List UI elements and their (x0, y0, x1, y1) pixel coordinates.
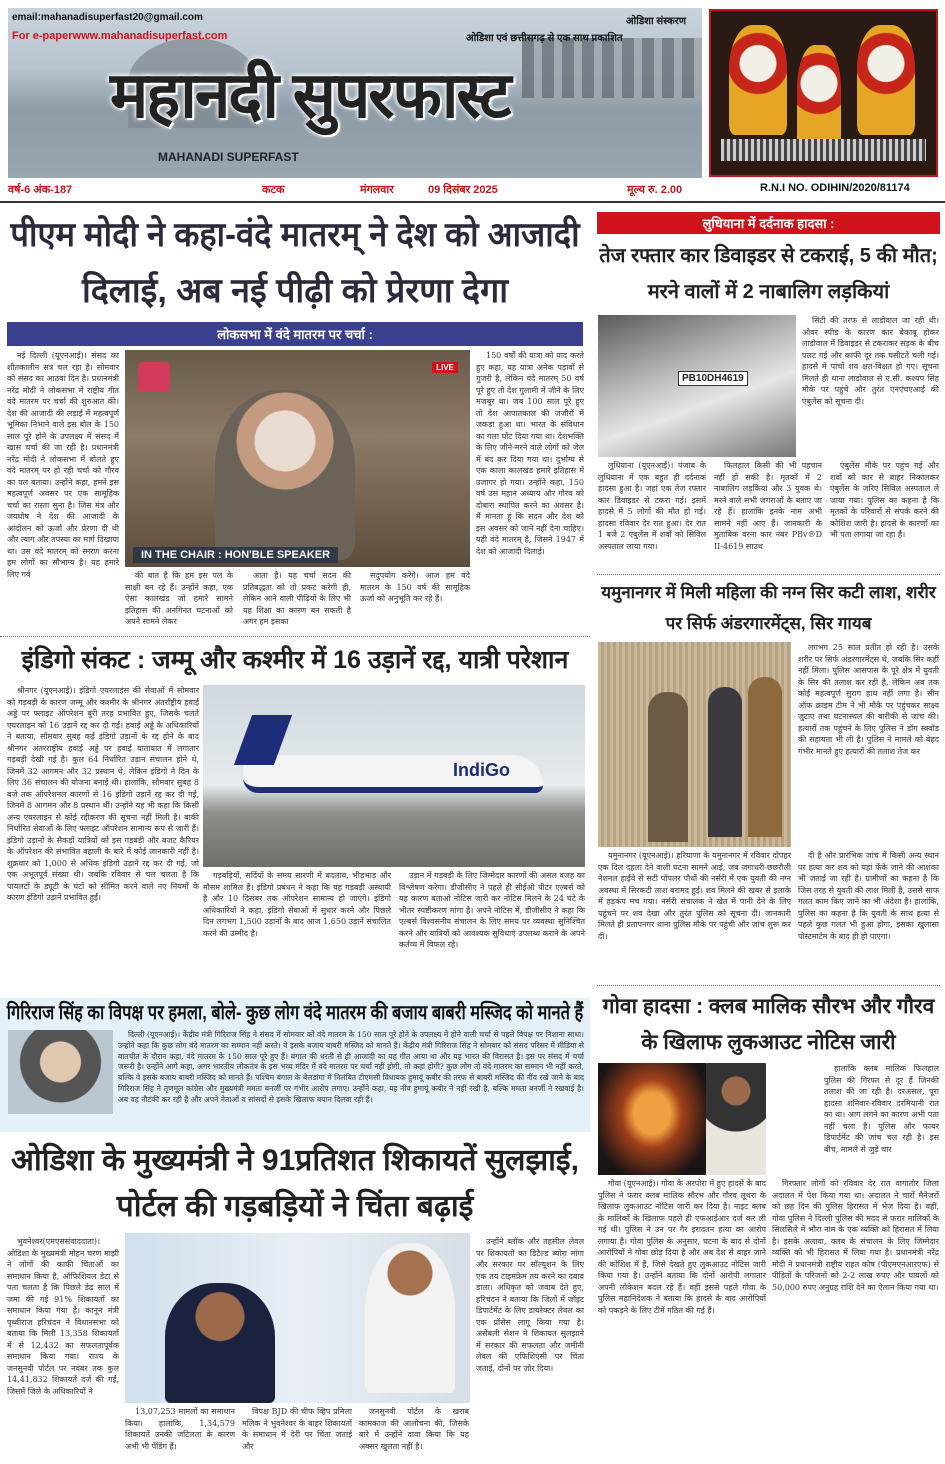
city: कटक (262, 184, 285, 196)
date: 09 दिसंबर 2025 (428, 184, 498, 196)
indigo-logo: IndiGo (453, 760, 510, 780)
crime-scene-photo (598, 642, 791, 847)
indigo-plane-photo (203, 685, 585, 867)
info-bar (0, 182, 945, 200)
divider (0, 636, 590, 637)
lead-col-5: 150 वर्षों की यात्रा को याद करते हुए कहा, यह यात्रा अनेक पड़ावों से गुजरी है, लेकिन वंदे मातरम् 50 वर्ष पूरे हुए तो देश गुलामी में जीने के लिए मजबूर था। जब 100 साल पूरे हुए तो देश आपातकाल की जंजीरों में जकड़ा हुआ था। भारत के संविधान का गला घोंट दिया गया था। देशभक्ति के लिए जीने-मरने वाले लोगों को जेल में बंद कर दिया गया था। दुर्भाग्य से एक काला कालखंड हमारे इतिहास में उजागर हो गया। उन्होंने कहा, 150 वर्ष उस महान अध्याय और गौरव को दोबारा स्थापित करने का अवसर है। मैं मानता हूं कि सदन और देश को इस अवसर को जाने नहीं देना चाहिए। यही वंदे मातरम् है, जिसने 1947 में देश को आजादी दिलाई। (476, 351, 584, 556)
lead-subhead: लोकसभा में वंदे मातरम पर चर्चा : (7, 322, 583, 346)
divider (597, 985, 940, 986)
giriraj-body: दिल्ली (यूएनआई)। केंद्रीय मंत्री गिरिराज सिंह ने संसद में सोमवार को वंदे मातरम के 150 साल पूरे होने के उपलक्ष्य में होने वाली चर्चा से पहले विपक्ष पर निशाना साधा। उन्होंने कहा कि कुछ लोग वंदे मातरम का सम्मान नहीं करते। वे इसके बजाय बाबरी मस्जिद को मानते हैं। केंद्रीय मंत्री गिरिराज सिंह ने सोमवार को संसद परिसर में मीडिया से बातचीत के दौरान कहा, वंदे मातरम के 150 साल पूरे हुए हैं। बंगाल की धरती से ही आजादी का यह गीत आया था और यह भारत की विरासत है। इस पर संसद में चर्चा जरूरी है। उन्होंने आगे कहा, अगर भारतीय लोकतंत्र के इस भव्य मंदिर में वंदे मातरम पर चर्चा नहीं होगी, तो कहां होगी? कुछ लोग तो वंदे मातरम का सम्मान भी नहीं करते, बल्कि वे इसके बजाय बाबरी मस्जिद को मानते हैं। पश्चिम बंगाल के बेलडांगा में निलंबित टीएमसी विधायक हुमायूं कबीर की तरफ से बाबरी मस्जिद की नींव रखे जाने के बाद गिरिराज सिंह ने तृणमूल कांग्रेस और मुख्यमंत्री ममता बनर्जी पर गंभीर आरोप लगाए। उन्होंने कहा, यह नींव हुमायूं कबीर ने नहीं रखी है, बल्कि ममता बनर्जी ने रखवाई है। अब वह नौटंकी कर रही है और अपने नेताओं व सांसदों से इसके खिलाफ बयान दिलवा रही हैं। (118, 1030, 584, 1104)
ludhiana-col-3: एंबुलेंस मौके पर पहुंच गई और शवों को कार से बाहर निकालकर एंबुलेंस के जरिए सिविल अस्पताल ले जाया गया। पुलिस का कहना है कि मृतकों के परिवारों से संपर्क करने की कोशिश जारी है। हादसे के कारणों का भी पता लगाया जा रहा है। (830, 461, 939, 539)
masthead-title: महानदी सुपरफास्ट (110, 59, 510, 131)
modi-photo (125, 350, 470, 567)
odisha-cm-photo (125, 1233, 470, 1403)
jagannath-image (709, 9, 938, 177)
live-badge: LIVE (432, 362, 458, 373)
odisha-headline-2: पोर्टल की गड़बड़ियों ने चिंता बढ़ाई (116, 1190, 474, 1223)
goa-col-2: गिरफ्तार लोगों को रविवार देर रात वागातोर जिला अदालत में पेश किया गया था। अदालत ने चारों मैनेजरों को छह दिन की पुलिस हिरासत में भेज दिया है। वहीं, गोवा पुलिस ने दिल्ली पुलिस की मदद से फरार मालिकों के सिलसिले में भौरा नाम के एक व्यक्ति को हिरासत में लिया है। इसके अलावा, क्लब के संचालन के लिए जिम्मेदार व्यक्ति को भी हिरासत में लिया गया है। प्रधानमंत्री नरेंद्र मोदी ने प्रधानमंत्री राष्ट्रीय राहत कोष (पीएमएनआरएफ) से पीड़ितों के परिजनों को 2-2 लाख रुपए और घायलों को 50,000 रुपए अनुग्रह राशि देने का ऐलान किया गया था। (772, 1179, 939, 1292)
ludhiana-kicker: लुधियाना में दर्दनाक हादसा : (597, 212, 940, 234)
published-note: ओडिशा एवं छत्तीसगढ़ से एक साथ प्रकाशित (466, 33, 623, 44)
indigo-col-2: गड़बड़ियों, सर्दियों के समय सारणी में बदलाव, भीड़भाड़ और मौसम शामिल हैं। इंडिगो प्रबंधन ने कहा कि यह गड़बड़ी अस्थायी है और 10 दिसंबर तक ऑपरेशन सामान्य हो जाएंगे। इंडिगो अधिकारियों ने कहा, इंडिगो सेवाओं में सुधार करने और पिछले दिन लगभग 1,500 उड़ानों के बाद आज 1,650 उड़ानें संचालित करने की उम्मीद है। (203, 871, 391, 938)
issue-number: वर्ष-6 अंक-187 (8, 184, 73, 196)
day: मंगलवार (360, 184, 394, 196)
indigo-col-1: श्रीनगर (यूएनआई)। इंडिगो एयरलाइंस की सेवाओं में सोमवार को गड़बड़ी के कारण जम्मू और कश्मीर के श्रीनगर अंतर्राष्ट्रीय हवाई अड्डे पर फ्लाइट ऑपरेशन बुरी तरह प्रभावित हुए, जिसके चलते एयरलाइन को 16 उड़ानें रद्द कर दी गईं। हवाई अड्डे के अधिकारियों ने बताया, सोमवार सुबह कई इंडिगो उड़ानों के रद्द होने के बाद श्रीनगर अंतरराष्ट्रीय हवाई अड्डे पर हवाई यातायात में लगातार गड़बड़ी देखी गई है। कुल 64 निर्धारित उड़ान संचालन होने थे, जिनमें 32 आगमन और 32 प्रस्थान थे, लेकिन इंडिगो ने दिन के लिए 36 संचालन की योजना बनाई थी। हालांकि, सोमवार सुबह 8 बजे तक ऑपरेशनल कारणों से 16 इंडिगो उड़ानें रद्द कर दी गईं, जिनमें 8 आगमन और 8 प्रस्थान थीं। उन्होंने यह भी कहा कि किसी अन्य एयरलाइन से कोई रद्दीकरण की सूचना नहीं मिली है। बाकी निर्धारित सेवाओं के लिए फ्लाइट ऑपरेशन सामान्य रूप से जारी हैं। इंडिगो उड़ानों के सैकड़ों यात्रियों को इस गड़बड़ी और बजट कैरियर के ऑपरेशन की संभावित बहाली के बारे में कोई जानकारी नहीं है। शुक्रवार को 1,000 से अधिक इंडिगो उड़ानें रद्द कर दी गईं, जो एक अभूतपूर्व संख्या थी। जबकि रविवार से चल चलता है कि पायलटों के ड्यूटी के घंटों को सीमित करने वाले नए नियमों के कारण इंडिगो उड़ानें प्रभावित हुईं। (7, 686, 199, 902)
giriraj-headline: गिरिराज सिंह का विपक्ष पर हमला, बोले- कुछ लोग वंदे मातरम की बजाय बाबरी मस्जिद को मानते हैं (6, 1002, 584, 1024)
lead-col-3: आता है। यह चर्चा सदन की प्रतिबद्धता को तो प्रकट करेगी ही, लेकिन आने वाली पीढ़ियों के लिए भी यह शिक्षा का कारण बन सकती है अगर हम इसका (243, 571, 351, 626)
odisha-col-3: विपक्ष BJD की चीफ व्हिप प्रमिला मलिक ने भुवनेश्वर के बाहर शिकायतों के समाधान में देरी पर चिंता जताई और (242, 1407, 352, 1451)
yamuna-col-2: दी है और प्रारंभिक जांच में किसी अन्य स्थान पर हत्या कर शव को यहां फेंके जाने की आशंका भी जताई जा रही है। ग्रामीणों का कहना है कि जिस तरह से युवती की लाश मिली है, उससे साफ गलत काम किए जाने का भी अंदेशा है। हालांकि, पुलिस का कहना है कि युवती के साथ हत्या से पहले कुछ गलत भी हुआ होगा, इसका खुलासा पोस्टमार्टम के बाद ही हो पाएगा। (798, 851, 939, 941)
ludhiana-headline: तेज रफ्तार कार डिवाइडर से टकराई, 5 की मौत; मरने वालों में 2 नाबालिग लड़कियां (599, 245, 938, 303)
indigo-col-3: उड़ान में गड़बड़ी के लिए जिम्मेदार कारणों की असल वजह का विश्लेषण करेगा। डीजीसीए ने पहले ही सीईओ पीटर एल्बर्स को यह कारण बताओ नोटिस जारी कर नोटिस मिलने के 24 घंटे के भीतर स्पष्टीकरण मांगा है। अपने नोटिस में, डीजीसीए ने कहा कि एल्बर्स विश्वसनीय संचालन के लिए समय पर व्यवस्था सुनिश्चित करने और यात्रियों को आवश्यक सुविधाएं उपलब्ध कराने के अपने कर्तव्य में विफल रहे। (399, 871, 585, 949)
epaper-link[interactable]: For e-paperwww.mahanadisuperfast.com (12, 30, 228, 42)
odisha-col-4: जनसुनवी पोर्टल के खराब कामकाज की आलोचना की, जिसके बारे में उन्होंने दावा किया कि यह अक्सर खुलता नहीं है। (359, 1407, 469, 1451)
divider (597, 574, 940, 575)
ludhiana-col-2: फिलहाल किसी की भी पहचान नहीं हो सकी है। मृतकों में 2 नाबालिग लड़कियां और 3 युवक थे। मरने वाले सभी जगराओं के बताए जा रहे हैं। हालांकि इनके नाम अभी सामने नहीं आए हैं। जानकारी के मुताबिक वरना कार नंबर PBv®D II-4619 साउथ (714, 461, 822, 551)
odisha-col-5: उन्होंने ब्लॉक और तहसील लेवल पर शिकायतों का डिटेल्ड ब्योरा मांगा और सरकार पर सॉल्यूशन के लिए एक तय टाइमफ्रेम तय करने का दबाव डाला। अधिकृत को जवाब देते हुए, हरिचंदन ने बताया कि जिलों में जॉइंट डिपार्टमेंट के लिए डायरेक्टर लेवल का एक प्रॉसेस लागू किया गया है। असेंबली सेशन ने शिकायत सुलझाने में सरकार की सफलता और जमीनी लेवल की एफिशिएंसी पर चिंता जताई, दोनों पर ज़ोर दिया। (476, 1237, 584, 1373)
lead-col-2: की बात है कि हम इस पल के साक्षी बन रहे हैं। उन्होंने कहा, एक ऐसा कालखंड जो हमारे सामने इतिहास की अनगिनत घटनाओं को अपने सामने लेकर (125, 571, 233, 626)
english-name: MAHANADI SUPERFAST (158, 150, 299, 164)
ludhiana-col-1: लुधियाना (यूएनआई)। पंजाब के लुधियाना में एक बहुत ही दर्दनाक हादसा हुआ है। जहां एक तेज रफ्तार कार डिवाइडर से टकरा गई। इसमें हादसे में 5 लोगों की मौत हो गई। हादसा रविवार देर रात हुआ। देर रात 1 बजे 2 एंबुलेंस में शवों को सिविल अस्पताल लाया गया। (598, 461, 706, 551)
price: मूल्य रु. 2.00 (627, 184, 683, 196)
divider (0, 201, 945, 203)
ludhiana-side: सिटी की तरफ से लाडोवाल जा रही थी। ओवर स्पीड के कारण कार बेकाबू होकर लाडोवाल में डिवाइडर से टकराकर सड़क के बीच पलट गई और काफी दूर तक घसीटते चली गई। हादसे में पांचों शव क्षत-विक्षत हो गए। सूचना मिलते ही थाना लाडोवाल से ए.सी. कश्यप सिंह मौके पर पहुंचे और तुरंत एनएचएआई की एंबुलेंस को सूचना दी। (802, 316, 939, 406)
edition-label: ओडिशा संस्करण (626, 16, 686, 27)
email: email:mahanadisuperfast20@gmail.com (12, 12, 203, 23)
goa-headline: गोवा हादसा : क्लब मालिक सौरभ और गौरव के खिलाफ लुकआउट नोटिस जारी (602, 995, 935, 1054)
lead-col-1: नई दिल्ली (यूएनआई)। संसद का शीतकालीन सत्र चल रहा है। सोमवार को संसद का आठवां दिन है। प्रधानमंत्री नरेंद्र मोदी ने लोकसभा में राष्ट्रीय गीत वंदे मातरम पर चर्चा की शुरुआत की। देश की आजादी की लड़ाई में महत्वपूर्ण भूमिका निभाने वाले इस बोल के 150 साल पूरे होने के उपलक्ष्य में संसद में खास चर्चा की जा रही है। प्रधानमंत्री नरेंद्र मोदी ने लोकसभा में बोलते हुए वंदे मातरम् पर हो रही चर्चा को गौरव का पल बताया। उन्होंने कहा, हमने इस महत्वपूर्ण अवसर पर एक सामूहिक चर्चा का रास्ता सुना है। जिस मंत्र और जयघोष ने देश की आजादी के आंदोलन को ऊर्जा और प्रेरणा दी थी और त्याग और तपस्या का मार्ग दिखाया था। उस वंदे मातरम् को स्मरण करना हम लोगों का सौभाग्य है। यह हमारे लिए गर्व (7, 351, 119, 579)
lead-headline-2: दिलाई, अब नई पीढ़ी को प्रेरणा देगा (81, 272, 509, 310)
yamuna-side: लगभग 25 साल प्रतीत हो रही है। उसके शरीर पर सिर्फ अंडरगारमेंट्स थे, जबकि सिर कहीं नहीं मिला। पुलिस आसपास के पूरे क्षेत्र में युवती के सिर की तलाश कर रही है, लेकिन अब तक कोई महत्वपूर्ण सुराग हाथ नहीं लगा है। सीन ऑफ क्राइम टीम ने भी मौके पर पहुंचकर साक्ष्य जुटाए तथा घटनास्थल की बारीकी से जांच की। हत्यारों तक पहुंचने के लिए पुलिस ने डॉग स्क्वॉड की सहायता भी ली है। पुलिस ने मामले को बेहद गंभीर मानते हुए हत्यारों की तलाश तेज कर (798, 643, 939, 756)
lead-col-4: सदुपयोग करेंगे। आज हम वंदे मातरम के 150 वर्ष की सामूहिक ऊर्जा को अनुभूति कर रहे हैं। (360, 571, 470, 603)
goa-col-1: गोवा (यूएनआई)। गोवा के अरपोरा में हुए हादसे के बाद पुलिस ने फरार क्लब मालिक सौरभ और गौरव लूथरा के खिलाफ लुकआउट नोटिस जारी कर दिया है। नाइट क्लब के मालिकों के खिलाफ पहले ही एफआईआर दर्ज कर ली गई थी। पुलिस ने उन पर गैर इरादतन हत्या का आरोप लगाया है। गोवा पुलिस के अनुसार, घटना के बाद से दोनों आरोपियों ने गोवा छोड़ दिया है और अब देश से बाहर जाने की कोशिश में हैं, जिसे देखते हुए लुकआउट नोटिस जारी किया गया है। उन्होंने बताया कि दोनों आरोपी लगातार अपनी लोकेशन बदल रहे हैं। वहीं इससे पहले गोवा के पुलिस महानिदेशक ने बताया कि हादसे के बाद आरोपियों को पकड़ने के लिए टीमें गठित की गई हैं। (598, 1179, 766, 1315)
club-owner-photo (706, 1063, 766, 1175)
rni-number: R.N.I NO. ODIHIN/2020/81174 (760, 182, 910, 194)
yamuna-headline: यमुनानगर में मिली महिला की नग्न सिर कटी लाश, शरीर पर सिर्फ अंडरगारमेंट्स, सिर गायब (601, 583, 936, 633)
channel-logo-icon (138, 362, 170, 392)
number-plate: PB10DH4619 (678, 371, 748, 386)
odisha-col-1: भुवनेश्वर(एमएससंवाददाता)। ओडिशा के मुख्यमंत्री मोहन चरण माझी ने लोगों की काफी चिंताओं का समाधान किया है, ऑफिशियल डेटा से पता चलता है कि पिछले डेढ़ साल में जमा की गई 91% शिकायतों का समाधान किया गया है। कानून मंत्री पृथ्वीराज हरिचंदन ने विधानसभा को बताया कि मिली 13,358 शिकायतों में से 12,432 का सफलतापूर्वक समाधान किया गया। राज्य के जनसुनवी पोर्टल पर नवंबर तक कुल 14,41,832 शिकायतें दर्ज की गईं, जिसमें जिले के अधिकारियों ने (7, 1237, 119, 1396)
indigo-headline: इंडिगो संकट : जम्मू और कश्मीर में 16 उड़ानें रद्द, यात्री परेशान (21, 646, 569, 674)
photo-caption: IN THE CHAIR : HON'BLE SPEAKER (133, 547, 338, 563)
club-fire-photo (598, 1063, 706, 1175)
goa-side: हालांकि क्लब मालिक फिलहाल पुलिस की गिरफ्त से दूर हैं जिनकी तलाश की जा रही है। दरअसल, पूरा हादसा शनिवार-रविवार दरमियानी रात का था। आग लगने का कारण अभी पता नहीं चला है। पुलिस और फायर डिपार्टमेंट की जांच चल रही है। इस बीच, मामले से जुड़े चार (824, 1064, 939, 1154)
lead-headline-1: पीएम मोदी ने कहा-वंदे मातरम् ने देश को आजादी (10, 216, 580, 254)
yamuna-col-1: यमुनानगर (यूएनआई)। हरियाणा के यमुनानगर में रविवार दोपहर एक दिल दहला देने वाली घटना सामने आई, जब जगाधरी-छछरौली नेशनल हाईवे से सटी पॉपलर पौधों की नर्सरी में एक युवती की नग्न अवस्था में सिरकटी लाश बरामद हुई। शव मिलने की खबर से इलाके में हड़कंप मच गया। नर्सरी संचालक ने खेत में पानी देने के लिए पहुंचने पर शव देखा और तुरंत पुलिस को सूचना दी। जानकारी मिलते ही प्रतापनगर थाना पुलिस मौके पर पहुंची और जांच शुरू कर दी। (598, 851, 791, 941)
odisha-col-2: 13,07,253 मामलों का समाधान किया। हालांकि, 1,34,579 शिकायतें उनकी जटिलता के कारण अभी भी पेंडिंग हैं। (125, 1407, 235, 1451)
odisha-headline-1: ओडिशा के मुख्यमंत्री ने 91प्रतिशत शिकायतें सुलझाई, (11, 1144, 579, 1177)
crashed-car-photo (598, 315, 796, 457)
